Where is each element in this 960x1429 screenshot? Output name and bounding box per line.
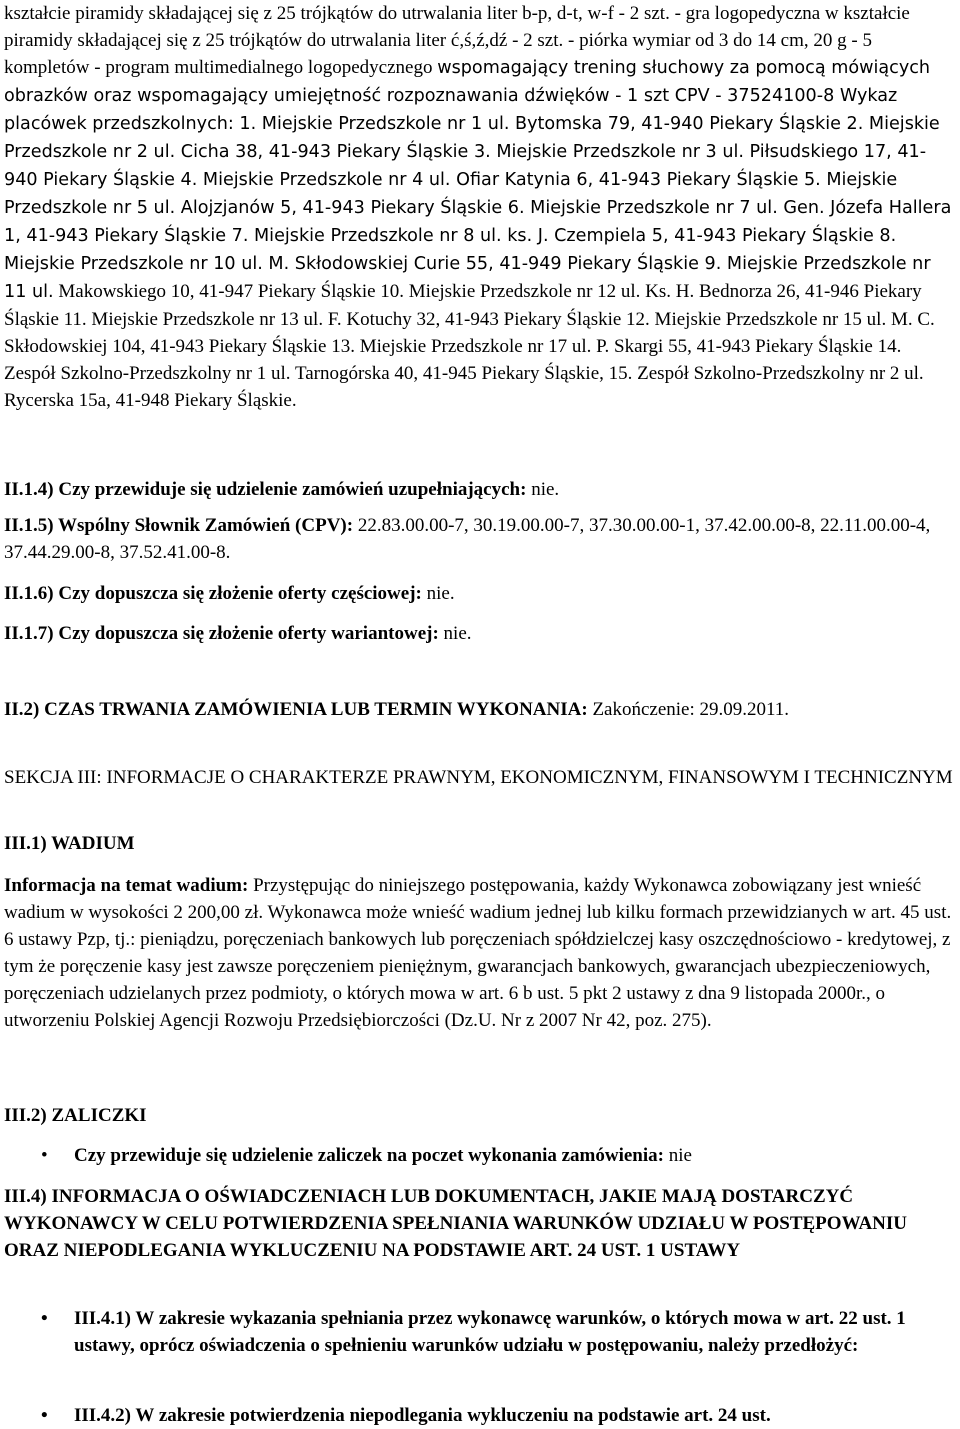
bullet-icon: • <box>41 1405 48 1426</box>
section-ii-1-4-label: II.1.4) Czy przewiduje się udzielenie zamówień uzupełniających: <box>4 479 527 500</box>
section-ii-2-value: Zakończenie: 29.09.2011. <box>587 699 790 720</box>
section-ii-1-4 <box>4 476 954 503</box>
zaliczki-value: nie <box>663 1145 692 1166</box>
section-iii-2-heading: III.2) ZALICZKI <box>4 1105 147 1126</box>
section-iii-heading: SEKCJA III: INFORMACJE O CHARAKTERZE PRAWNYM, EKONOMICZNYM, FINANSOWYM I TECHNICZNYM <box>4 767 953 788</box>
section-ii-1-7-value: nie. <box>438 623 472 644</box>
section-iii-4-1-item <box>0 1305 954 1359</box>
section-ii-1-4-value: nie. <box>526 479 560 500</box>
section-ii-1-6-value: nie. <box>421 583 455 604</box>
section-iii-4-list-2 <box>0 1402 954 1429</box>
item-description-text-a: kształcie piramidy składającej się z 25 trójkątów do utrwalania liter b-p, d-t, w-f - 2 szt. - gra logopedyczna w kształcie piramidy składającej się z 25 trójkątów do utrwalania liter ć,ś,ź,dź - 2 szt. - piórka wymiar od 3 do 14 cm, 20 g - 5 kompletów - program multimedialnego logopedycznego <box>4 3 910 78</box>
section-iii-4-list-1 <box>0 1305 954 1359</box>
section-ii-1-5-label: II.1.5) Wspólny Słownik Zamówień (CPV): <box>4 515 354 536</box>
zaliczki-label: Czy przewiduje się udzielenie zaliczek na poczet wykonania zamówienia: <box>74 1145 664 1166</box>
item-description-text-b: wspomagający trening słuchowy za pomocą mówiących obrazków oraz wspomagający umiejętność rozpoznawania dźwięków - 1 szt CPV - 37524100-8 Wykaz placówek przedszkolnych: 1. Miejskie Przedszkole nr 1 ul. Bytomska 79, 41-940 Piekary Śląskie 2. Miejskie Przedszkole nr 2 ul. Cicha 38, 41-943 Piekary Śląskie 3. Miejskie Przedszkole nr 3 ul. Piłsudskiego 17, 41-940 Piekary Śląskie 4. Miejskie Przedszkole nr 4 ul. Ofiar Katynia 6, 41-943 Piekary Śląskie 5. Miejskie Przedszkole nr 5 ul. Alojzjanów 5, 41-943 Piekary Śląskie 6. Miejskie Przedszkole nr 7 ul. Gen. Józefa Hallera 1, 41-943 Piekary Śląskie 7. Miejskie Przedszkole nr 8 ul. ks. J. Czempiela 5, 41-943 Piekary Śląskie 8. Miejskie Przedszkole nr 10 ul. M. Skłodowskiej Curie 55, 41-949 Piekary Śląskie 9. Miejskie Przedszkole nr 11 ul. <box>4 58 952 302</box>
section-ii-1-6-label: II.1.6) Czy dopuszcza się złożenie oferty częściowej: <box>4 583 422 604</box>
item-description-paragraph <box>4 0 954 414</box>
section-ii-1-7-label: II.1.7) Czy dopuszcza się złożenie oferty wariantowej: <box>4 623 439 644</box>
wadium-text: Przystępując do niniejszego postępowania, każdy Wykonawca zobowiązany jest wnieść wadium w wysokości 2 200,00 zł. Wykonawca może wnieść wadium jednej lub kilku formach przewidzianych w art. 45 ust. 6 ustawy Pzp, tj.: pieniądzu, poręczeniach bankowych lub poręczeniach spółdzielczej kasy oszczędnościowo - kredytowej, z tym że poręczenie kasy jest zawsze poręczeniem pieniężnym, gwarancjach bankowych, gwarancjach ubezpieczeniowych, poręczeniach udzielanych przez podmioty, o których mowa w art. 6 b ust. 5 pkt 2 ustawy z dna 9 listopada 2000r., o utworzeniu Polskiej Agencji Rozwoju Przedsiębiorczości (Dz.U. Nr z 2007 Nr 42, poz. 275). <box>4 875 952 1031</box>
section-iii-4-heading: III.4) INFORMACJA O OŚWIADCZENIACH LUB DOKUMENTACH, JAKIE MAJĄ DOSTARCZYĆ WYKONAWCY W CELU POTWIERDZENIA SPEŁNIANIA WARUNKÓW UDZIAŁU W POSTĘPOWANIU ORAZ NIEPODLEGANIA WYKLUCZENIU NA PODSTAWIE ART. 24 UST. 1 USTAWY <box>4 1186 908 1261</box>
wadium-label: Informacja na temat wadium: <box>4 875 249 896</box>
section-ii-1-6 <box>4 580 954 607</box>
section-iii-4-2-text: III.4.2) W zakresie potwierdzenia niepodlegania wykluczeniu na podstawie art. 24 ust. <box>74 1405 771 1426</box>
section-ii-1-7 <box>4 620 954 647</box>
section-ii-2 <box>4 696 954 723</box>
section-iii-1-heading: III.1) WADIUM <box>4 833 135 854</box>
wadium-paragraph <box>4 872 954 1034</box>
item-description-text-c: Makowskiego 10, 41-947 Piekary Śląskie 10. Miejskie Przedszkole nr 12 ul. Ks. H. Bednorza 26, 41-946 Piekary Śląskie 11. Miejskie Przedszkole nr 13 ul. F. Kotuchy 32, 41-943 Piekary Śląskie 12. Miejskie Przedszkole nr 15 ul. M. C. Skłodowskiej 104, 41-943 Piekary Śląskie 13. Miejskie Przedszkole nr 17 ul. P. Skargi 55, 41-943 Piekary Śląskie 14. Zespół Szkolno-Przedszkolny nr 1 ul. Tarnogórska 40, 41-945 Piekary Śląskie, 15. Zespół Szkolno-Przedszkolny nr 2 ul. Rycerska 15a, 41-948 Piekary Śląskie. <box>4 281 935 411</box>
bullet-icon: • <box>41 1308 48 1329</box>
zaliczki-item <box>0 1142 954 1169</box>
zaliczki-list <box>0 1142 954 1169</box>
section-ii-2-label: II.2) CZAS TRWANIA ZAMÓWIENIA LUB TERMIN WYKONANIA: <box>4 699 588 720</box>
section-iii-4-2-item <box>0 1402 954 1429</box>
section-ii-1-5 <box>4 512 954 566</box>
section-ii-1-5-value: 22.83.00.00-7, 30.19.00.00-7, 37.30.00.00-1, 37.42.00.00-8, 22.11.00.00-4, 37.44.29.00-8, 37.52.41.00-8. <box>4 515 931 563</box>
bullet-icon: • <box>41 1145 48 1166</box>
section-iii-4-1-text: III.4.1) W zakresie wykazania spełniania przez wykonawcę warunków, o których mowa w art. 22 ust. 1 ustawy, oprócz oświadczenia o spełnieniu warunków udziału w postępowaniu, należy przedłożyć: <box>74 1308 906 1356</box>
